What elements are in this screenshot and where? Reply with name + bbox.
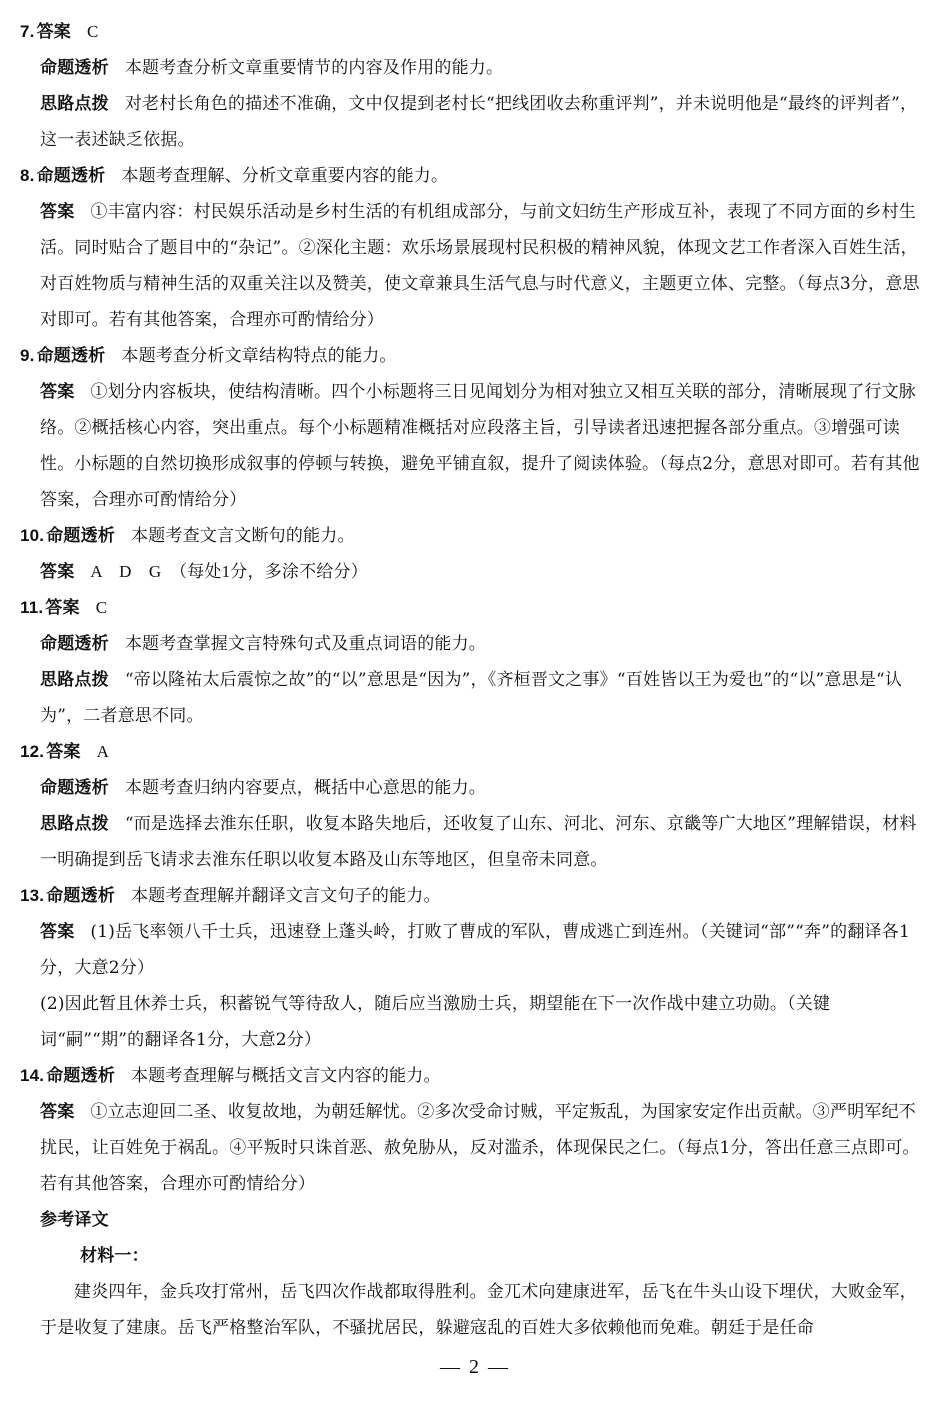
q7-answer: C: [86, 22, 99, 41]
q13-analysis-label: 命题透析: [46, 886, 116, 905]
q8-number: 8.: [20, 166, 35, 185]
q11-answer-line: [20, 590, 930, 626]
q11-answer: C: [95, 598, 108, 617]
q13-answer-line-2: [20, 986, 930, 1058]
q12-number: 12.: [20, 742, 45, 761]
q7-hint-label: 思路点拨: [40, 94, 109, 113]
q13-answer-2: (2)因此暂且休养士兵，积蓄锐气等待敌人，随后应当激励士兵，期望能在下一次作战中建立功勋。（关键词“嗣”“期”的翻译各1分，大意2分）: [40, 994, 831, 1050]
q10-answer-line: [20, 554, 930, 590]
q7-number: 7.: [20, 22, 35, 41]
q7-answer-line: [20, 14, 930, 50]
page-number: — 2 —: [440, 1356, 510, 1378]
q11-answer-label: 答案: [45, 598, 80, 617]
q9-answer-line: [20, 374, 930, 518]
q12-answer: A: [96, 742, 110, 761]
q11-hint: “帝以隆祐太后震惊之故”的“以”意思是“因为”，《齐桓晋文之事》“百姓皆以王为爱也”的“以”意思是“认为”，二者意思不同。: [40, 670, 903, 726]
q11-hint-line: [20, 662, 930, 734]
translation-title: 参考译文: [40, 1210, 109, 1229]
q7-analysis: 本题考查分析文章重要情节的内容及作用的能力。: [124, 58, 504, 78]
q9-analysis-line: [20, 338, 930, 374]
q8-answer-label: 答案: [40, 202, 75, 221]
q12-hint-line: [20, 806, 930, 878]
q13-answer-line-1: [20, 914, 930, 986]
material-label: 材料一：: [80, 1246, 149, 1265]
q14-analysis: 本题考查理解与概括文言文内容的能力。: [131, 1066, 441, 1086]
q10-number: 10.: [20, 526, 45, 545]
q7-hint-line: [20, 86, 930, 158]
q13-analysis-line: [20, 878, 930, 914]
material-label-line: [20, 1238, 930, 1274]
q14-analysis-line: [20, 1058, 930, 1094]
q14-answer-line: [20, 1094, 930, 1202]
q12-analysis-label: 命题透析: [40, 778, 109, 797]
translation-title-line: [20, 1202, 930, 1238]
q12-hint: “而是选择去淮东任职，收复本路失地后，还收复了山东、河北、河东、京畿等广大地区”理解错误，材料一明确提到岳飞请求去淮东任职以收复本路及山东等地区，但皇帝未同意。: [40, 814, 917, 870]
q11-analysis-label: 命题透析: [40, 634, 109, 653]
q7-analysis-label: 命题透析: [40, 58, 109, 77]
q14-analysis-label: 命题透析: [46, 1066, 116, 1085]
q8-analysis: 本题考查理解、分析文章重要内容的能力。: [121, 166, 449, 186]
q12-answer-line: [20, 734, 930, 770]
q10-analysis-line: [20, 518, 930, 554]
q10-analysis: 本题考查文言文断句的能力。: [131, 526, 355, 546]
q8-answer: ①丰富内容：村民娱乐活动是乡村生活的有机组成部分，与前文妇纺生产形成互补，表现了不同方面的乡村生活。同时贴合了题目中的“杂记”。②深化主题：欢乐场景展现村民积极的精神风貌，体现文艺工作者深入百姓生活，对百姓物质与精神生活的双重关注以及赞美，使文章兼具生活气息与时代意义，主题更立体、完整。（每点3分，意思对即可。若有其他答案，合理亦可酌情给分）: [40, 202, 920, 330]
q8-analysis-line: [20, 158, 930, 194]
q9-number: 9.: [20, 346, 35, 365]
q7-analysis-line: [20, 50, 930, 86]
q11-hint-label: 思路点拨: [40, 670, 109, 689]
translation-text: 建炎四年，金兵攻打常州，岳飞四次作战都取得胜利。金兀术向建康进军，岳飞在牛头山设下埋伏，大败金军，于是收复了建康。岳飞严格整治军队，不骚扰居民，躲避寇乱的百姓大多依赖他而免难。朝廷于是任命: [40, 1282, 917, 1338]
q14-answer: ①立志迎回二圣、收复故地，为朝廷解忧。②多次受命讨贼，平定叛乱，为国家安定作出贡献。③严明军纪不扰民，让百姓免于祸乱。④平叛时只诛首恶、赦免胁从，反对滥杀，体现保民之仁。（每点1分，答出任意三点即可。若有其他答案，合理亦可酌情给分）: [40, 1102, 920, 1194]
q13-analysis: 本题考查理解并翻译文言文句子的能力。: [131, 886, 441, 906]
q10-answer: A D G （每处1分，多涂不给分）: [90, 562, 368, 581]
q13-number: 13.: [20, 886, 45, 905]
q12-analysis: 本题考查归纳内容要点，概括中心意思的能力。: [124, 778, 487, 798]
q7-answer-label: 答案: [36, 22, 71, 41]
q9-analysis-label: 命题透析: [36, 346, 106, 365]
q9-answer: ①划分内容板块，使结构清晰。四个小标题将三日见闻划分为相对独立又相互关联的部分，清晰展现了行文脉络。②概括核心内容，突出重点。每个小标题精准概括对应段落主旨，引导读者迅速把握各部分重点。③增强可读性。小标题的自然切换形成叙事的停顿与转换，避免平铺直叙，提升了阅读体验。（每点2分，意思对即可。若有其他答案，合理亦可酌情给分）: [40, 382, 920, 510]
q9-analysis: 本题考查分析文章结构特点的能力。: [121, 346, 397, 366]
q12-hint-label: 思路点拨: [40, 814, 109, 833]
q8-answer-line: [20, 194, 930, 338]
q11-analysis: 本题考查掌握文言特殊句式及重点词语的能力。: [124, 634, 487, 654]
q9-answer-label: 答案: [40, 382, 75, 401]
q13-answer-1: (1)岳飞率领八千士兵，迅速登上蓬头岭，打败了曹成的军队，曹成逃亡到连州。（关键词“部”“奔”的翻译各1分，大意2分）: [40, 922, 910, 978]
q14-number: 14.: [20, 1066, 45, 1085]
q10-answer-label: 答案: [40, 562, 75, 581]
q11-analysis-line: [20, 626, 930, 662]
q8-analysis-label: 命题透析: [36, 166, 106, 185]
q14-answer-label: 答案: [40, 1102, 75, 1121]
q10-analysis-label: 命题透析: [46, 526, 116, 545]
q11-number: 11.: [20, 598, 44, 617]
q12-answer-label: 答案: [46, 742, 81, 761]
q7-hint: 对老村长角色的描述不准确，文中仅提到老村长“把线团收去称重评判”，并未说明他是“最终的评判者”，这一表述缺乏依据。: [40, 94, 918, 150]
q12-analysis-line: [20, 770, 930, 806]
q13-answer-label: 答案: [40, 922, 75, 941]
